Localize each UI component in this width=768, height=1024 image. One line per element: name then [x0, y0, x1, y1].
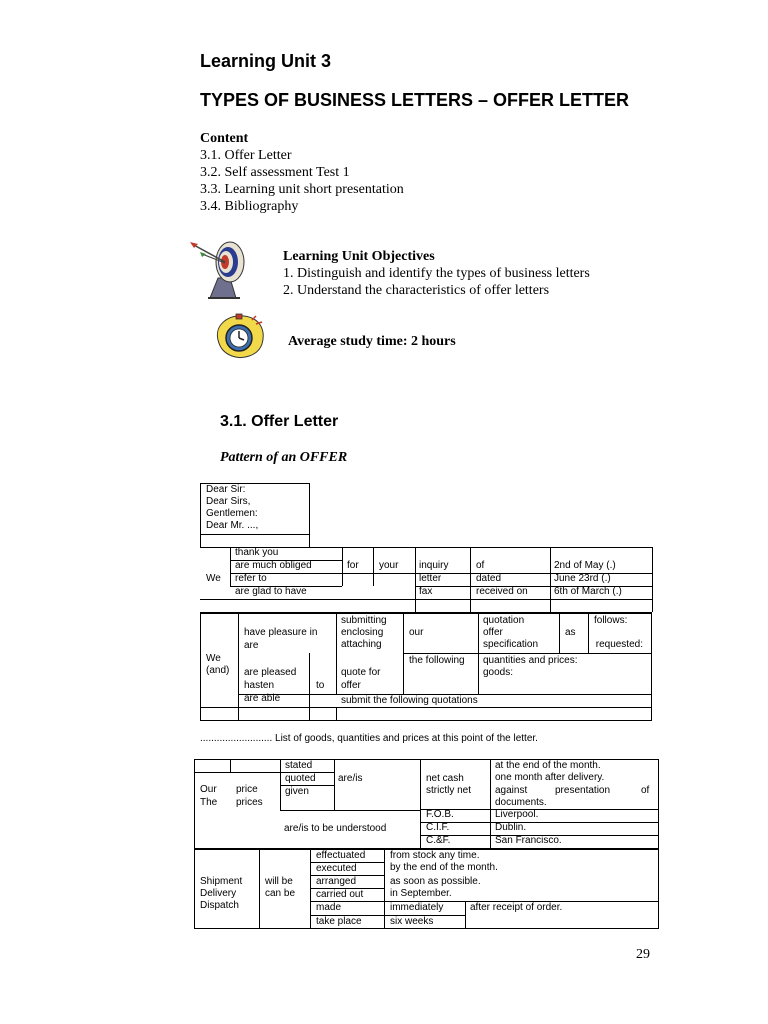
your-label: your — [379, 560, 399, 571]
quantities-phrase: quantities and prices: — [483, 655, 578, 666]
to-label: to — [316, 680, 325, 691]
we-label: We — [206, 573, 221, 584]
delivery-verb: arranged — [316, 876, 357, 887]
pleased-phrase: hasten — [244, 680, 275, 691]
quotation-phrase: specification — [483, 639, 539, 650]
salutation-spacer-cell — [200, 534, 310, 548]
delivery-subject: Dispatch — [200, 900, 239, 911]
requested-label: requested: — [595, 639, 643, 650]
payment-timing: one month after delivery. — [495, 772, 605, 783]
immediately-label: immediately — [390, 902, 444, 913]
opening-date: 2nd of May (.) — [554, 560, 616, 571]
pleasure-phrase: have pleasure in — [244, 627, 318, 638]
follows-label: follows: — [594, 615, 628, 626]
content-heading: Content — [200, 131, 249, 146]
payment-term: strictly net — [426, 785, 472, 796]
six-weeks-label: six weeks — [390, 916, 434, 927]
price-label: price — [236, 784, 258, 795]
stopwatch-icon — [212, 310, 268, 362]
submit-phrase: submit the following quotations — [341, 695, 478, 706]
our-label: Our — [200, 784, 217, 795]
quote-for-phrase: quote for — [341, 667, 381, 678]
delivery-subject: Delivery — [200, 888, 237, 899]
prices-label: prices — [236, 797, 263, 808]
unit-title: TYPES OF BUSINESS LETTERS – OFFER LETTER — [200, 90, 630, 110]
delivery-timing: from stock any time. — [390, 850, 480, 861]
study-time: Average study time: 2 hours — [288, 334, 456, 349]
content-item: 3.4. Bibliography — [200, 199, 299, 214]
content-section — [200, 130, 404, 215]
presentation-word: presentation — [555, 785, 611, 796]
delivery-timing: in September. — [390, 888, 452, 899]
opening-noun: fax — [419, 586, 433, 597]
opening-date: June 23rd (.) — [554, 573, 611, 584]
opening-prep: received on — [476, 586, 528, 597]
opening-verb: thank you — [235, 547, 279, 558]
payment-term: net cash — [426, 773, 464, 784]
delivery-verb: executed — [316, 863, 357, 874]
pleased-phrase: are pleased — [244, 667, 297, 678]
page-number: 29 — [636, 947, 650, 962]
list-of-goods-line: .......................... List of goods, quantities and prices at this point of the letter. — [200, 733, 538, 744]
price-verb: quoted — [285, 773, 316, 784]
against-word: against — [495, 785, 528, 796]
salutation-line: Gentlemen: — [206, 508, 258, 519]
port: San Francisco. — [495, 835, 562, 846]
understood-label: are/is to be understood — [284, 823, 387, 834]
price-verb: given — [285, 786, 309, 797]
content-item: 3.2. Self assessment Test 1 — [200, 165, 350, 180]
will-be-label: will be — [265, 876, 293, 887]
salutation-line: Dear Mr. ..., — [206, 520, 259, 531]
quotation-phrase: quotation — [483, 615, 525, 626]
incoterm: C.&F. — [426, 835, 451, 846]
port: Liverpool. — [495, 809, 539, 820]
objective-item: 1. Distinguish and identify the types of business letters — [283, 266, 590, 281]
quotation-phrase: offer — [483, 627, 503, 638]
pleased-phrase: are able — [244, 693, 281, 704]
opening-noun: inquiry — [419, 560, 449, 571]
opening-verb: are glad to have — [235, 586, 307, 597]
documents-word: documents. — [495, 797, 547, 808]
opening-date: 6th of March (.) — [554, 586, 622, 597]
content-item: 3.1. Offer Letter — [200, 148, 292, 163]
price-verb: stated — [285, 760, 313, 771]
port: Dublin. — [495, 822, 527, 833]
pattern-title: Pattern of an OFFER — [220, 450, 348, 465]
opening-verb: are much obliged — [235, 560, 312, 571]
unit-label: Learning Unit 3 — [200, 51, 332, 71]
the-label: The — [200, 797, 218, 808]
are-is-label: are/is — [338, 773, 363, 784]
the-following-label: the following — [409, 655, 465, 666]
delivery-timing: as soon as possible. — [390, 876, 481, 887]
salutation-line: Dear Sir: — [206, 484, 246, 495]
we-and-label: (and) — [206, 665, 230, 676]
section-title: 3.1. Offer Letter — [220, 413, 339, 430]
objective-item: 2. Understand the characteristics of offer letters — [283, 283, 550, 298]
we-and-label: We — [206, 653, 221, 664]
opening-verb: refer to — [235, 573, 267, 584]
our-label: our — [409, 627, 424, 638]
incoterm: F.O.B. — [426, 809, 454, 820]
objectives-section — [283, 248, 590, 299]
delivery-verb: carried out — [316, 889, 364, 900]
quantities-phrase: goods: — [483, 667, 514, 678]
pleasure-phrase: are — [244, 640, 259, 651]
delivery-timing: by the end of the month. — [390, 862, 498, 873]
submitting-phrase: attaching — [341, 639, 382, 650]
opening-prep: of — [476, 560, 485, 571]
as-label: as — [565, 627, 576, 638]
delivery-verb: take place — [316, 916, 362, 927]
can-be-label: can be — [265, 888, 296, 899]
payment-timing: at the end of the month. — [495, 760, 601, 771]
submitting-phrase: enclosing — [341, 627, 384, 638]
submitting-phrase: submitting — [341, 615, 387, 626]
delivery-subject: Shipment — [200, 876, 243, 887]
for-label: for — [347, 560, 359, 571]
delivery-verb: made — [316, 902, 342, 913]
salutation-line: Dear Sirs, — [206, 496, 251, 507]
of-word: of — [641, 785, 650, 796]
incoterm: C.I.F. — [426, 822, 450, 833]
delivery-verb: effectuated — [316, 850, 366, 861]
quote-for-phrase: offer — [341, 680, 361, 691]
opening-prep: dated — [476, 573, 502, 584]
content-item: 3.3. Learning unit short presentation — [200, 182, 404, 197]
objectives-heading: Learning Unit Objectives — [283, 249, 435, 264]
opening-noun: letter — [419, 573, 442, 584]
target-icon — [188, 238, 260, 302]
after-order-label: after receipt of order. — [470, 902, 563, 913]
